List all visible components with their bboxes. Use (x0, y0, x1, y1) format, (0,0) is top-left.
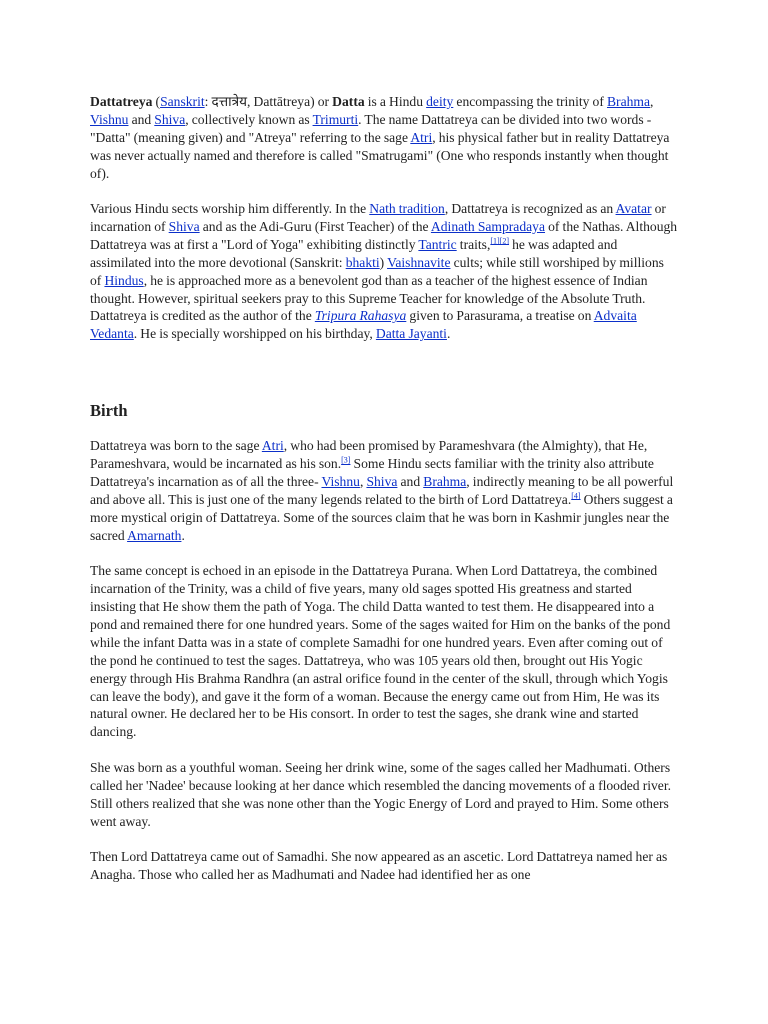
citation-link[interactable]: [1][2] (490, 236, 510, 246)
link-adinath-sampradaya[interactable]: Adinath Sampradaya (430, 218, 546, 234)
link-shiva[interactable]: Shiva (154, 111, 186, 127)
text-run: he was adapted and assimilated into the more devotional (Sanskrit: (90, 236, 618, 270)
text-run: : दत्तात्रेय, Dattātreya) or (204, 94, 333, 109)
link-advaita-vedanta[interactable]: Advaita Vedanta (90, 308, 637, 342)
link-shiva[interactable]: Shiva (366, 474, 398, 490)
citation-1-2[interactable] (490, 236, 509, 245)
bold-datta: Datta (332, 94, 365, 109)
link-hindus[interactable]: Hindus (104, 272, 144, 288)
text-run: , collectively known as (185, 111, 313, 127)
text-run: cults; while still worshiped by millions of (90, 254, 664, 288)
text-run: , indirectly meaning to be all powerful and above all. This is just one of the many legends related to the birth of Lord Dattatreya. (90, 474, 674, 507)
bold-dattatreya: Dattatreya (90, 94, 153, 109)
text-run: ) (379, 254, 388, 270)
link-brahma[interactable]: Brahma (423, 474, 467, 490)
text-run: Various Hindu sects worship him differently. In the (90, 201, 370, 217)
text-run: , who had been promised by Parameshvara (the Almighty), that He, Parameshvara, would be incarnated as his son. (90, 438, 648, 472)
section-birth (90, 437, 678, 883)
link-avatar[interactable]: Avatar (615, 201, 652, 217)
text-run: Some Hindu sects familiar with the trinity also attribute Dattatreya's incarnation as of all the three- (90, 456, 654, 490)
link-bhakti[interactable]: bhakti (345, 254, 380, 270)
paragraph-birth (90, 437, 678, 544)
text-run: traits, (456, 236, 491, 252)
text-run: and (128, 111, 155, 127)
link-datta-jayanti[interactable]: Datta Jayanti (375, 326, 447, 342)
link-amarnath[interactable]: Amarnath (127, 527, 182, 543)
paragraph-intro (90, 93, 678, 183)
text-run: , (359, 474, 367, 490)
paragraph-purana: The same concept is echoed in an episode in the Dattatreya Purana. When Lord Dattatreya, the combined incarnation of the Trinity, was a child of five years, many old sages spotted His greatness and started insisting that He show them the path of Yoga. The child Datta wanted to test them. He disappeared into a pond and remained there for one hundred years. Some of the sages waited for Him on the banks of the pond while the infant Datta was in a state of complete Samadhi for one hundred years. Even after coming out of the pond he continued to test the sages. Dattatreya, who was 105 years old then, brought out His Yogic energy through His Brahma Randhra (an astral orifice found in the center of the skull, through which Yogis can leave the body), and gave it the form of a woman. Because the energy came out from Him, He was its natural owner. He declared her to be His consort. In order to test the sages, she drank wine and started dancing. (90, 563, 671, 740)
paragraph-anagha: Then Lord Dattatreya came out of Samadhi. She now appeared as an ascetic. Lord Dattatreya named her as Anagha. Those who called her as Madhumati and Nadee had identified her as one (90, 848, 668, 882)
text-run: . He is specially worshipped on his birthday, (133, 326, 376, 342)
text-run: . (181, 527, 185, 543)
paragraph-worship (90, 200, 678, 343)
text-run: or incarnation of (90, 201, 666, 234)
link-atri[interactable]: Atri (410, 129, 433, 145)
link-tantric[interactable]: Tantric (418, 236, 457, 252)
text-run: , his physical father but in reality Dattatreya was never actually named and therefore is called "Smatrugami" (One who responds instantly when thought of). (90, 129, 670, 181)
link-vishnu[interactable]: Vishnu (321, 474, 360, 490)
text-run: , (650, 94, 654, 109)
citation-link[interactable]: [4] (571, 491, 581, 501)
text-run: Dattatreya was born to the sage (90, 438, 262, 454)
text-run: , he is approached more as a benevolent god than as a teacher of the highest essence of Indian thought. However, spiritual seekers pray to this Supreme Teacher for knowledge of the Absolute Truth. Dattatreya is credited as the author of the (90, 272, 648, 324)
link-brahma[interactable]: Brahma (606, 94, 651, 109)
section-heading-birth: Birth (90, 401, 128, 421)
link-shiva[interactable]: Shiva (168, 218, 200, 234)
link-atri[interactable]: Atri (261, 438, 284, 454)
text-run: Others suggest a more mystical origin of Dattatreya. Some of the sources claim that he was born in Kashmir jungles near the sacred (90, 492, 673, 543)
text-run: of the Nathas. Although Dattatreya was at first a "Lord of Yoga" exhibiting distinctly (90, 218, 678, 252)
text-run: ( (152, 94, 161, 109)
link-nath-tradition[interactable]: Nath tradition (369, 201, 445, 217)
text-run: is a Hindu (364, 94, 427, 109)
link-vaishnavite[interactable]: Vaishnavite (387, 254, 451, 270)
citation-link[interactable]: [3] (341, 455, 351, 465)
link-vishnu[interactable]: Vishnu (90, 111, 129, 127)
text-run: given to Parasurama, a treatise on (406, 308, 594, 324)
text-run: , Dattatreya is recognized as an (444, 201, 616, 217)
citation-4[interactable] (571, 491, 580, 500)
link-trimurti[interactable]: Trimurti (312, 111, 359, 127)
text-run: . (446, 326, 451, 342)
text-run: . The name Dattatreya can be divided into two words - "Datta" (meaning given) and "Atreya" referring to the sage (90, 111, 652, 145)
text-run: encompassing the trinity of (453, 94, 607, 109)
text-run: and as the Adi-Guru (First Teacher) of the (199, 218, 431, 234)
paragraph-madhumati: She was born as a youthful woman. Seeing her drink wine, some of the sages called her Madhumati. Others called her 'Nadee' because looking at her dance which resembled the dancing movements of a flooded river. Still others realized that she was none other than the Yogic Energy of Lord and prayed to Him. Some others went away. (90, 759, 671, 829)
link-sanskrit[interactable]: Sanskrit (160, 94, 205, 109)
text-run: and (397, 474, 424, 490)
link-tripura-rahasya[interactable]: Tripura Rahasya (314, 308, 407, 324)
link-deity[interactable]: deity (426, 94, 454, 109)
